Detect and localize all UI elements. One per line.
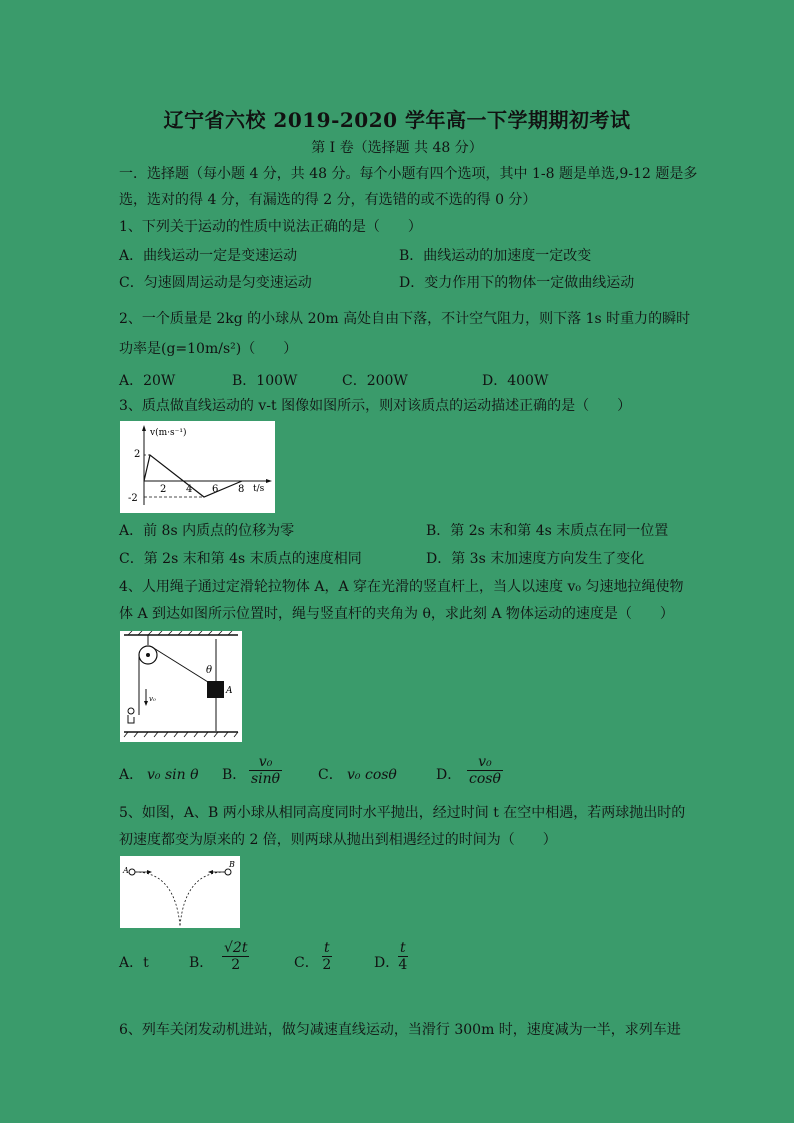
vt-curve <box>144 455 245 497</box>
q4-option-d-numerator: v₀ <box>478 754 492 770</box>
q5-stem-line-2: 初速度都变为原来的 2 倍，则两球从抛出到相遇经过的时间为（ ） <box>119 832 557 848</box>
velocity-arrowhead <box>144 701 148 706</box>
page-title: 辽宁省六校 2019-2020 学年高一下学期期初考试 <box>163 108 631 132</box>
q3-stem: 3、质点做直线运动的 v-t 图像如图所示，则对该质点的运动描述正确的是（ ） <box>119 398 632 414</box>
q2-stem-line-2: 功率是(g=10m/s²)（ ） <box>119 341 298 357</box>
q1-option-d: D．变力作用下的物体一定做曲线运动 <box>399 275 635 291</box>
q3-option-d: D．第 3s 末加速度方向发生了变化 <box>426 551 645 567</box>
q5-option-d-numerator: t <box>400 940 406 956</box>
q1-option-a: A．曲线运动一定是变速运动 <box>119 248 298 264</box>
pulley-figure-svg <box>120 631 242 742</box>
x-tick-8: 8 <box>238 484 245 495</box>
y-tick-2: 2 <box>134 449 141 460</box>
q2-option-d: D．400W <box>482 373 549 389</box>
q6-stem-line-1: 6、列车关闭发动机进站，做匀减速直线运动，当滑行 300m 时，速度减为一半，求列车进 <box>119 1022 681 1038</box>
y-axis-label: v(m·s⁻¹) <box>150 428 187 438</box>
q4-option-d-fraction <box>467 754 503 787</box>
q3-option-b: B．第 2s 末和第 4s 末质点在同一位置 <box>426 523 669 539</box>
q4-option-b-fraction <box>249 754 282 787</box>
x-axis-label: t/s <box>253 484 265 494</box>
person-head <box>128 708 134 714</box>
person-body <box>128 715 134 723</box>
q4-stem-line-1: 4、人用绳子通过定滑轮拉物体 A，A 穿在光滑的竖直杆上，当人以速度 v₀ 匀速地拉绳使物 <box>119 579 684 595</box>
q4-stem-line-2: 体 A 到达如图所示位置时，绳与竖直杆的夹角为 θ，求此刻 A 物体运动的速度是（ ） <box>119 606 674 622</box>
x-axis-arrow <box>266 479 272 483</box>
q3-option-a: A．前 8s 内质点的位移为零 <box>119 523 295 539</box>
q4-pulley-figure <box>120 631 242 742</box>
q5-option-c-denominator: 2 <box>322 957 332 973</box>
q4-option-d-prefix: D． <box>436 767 462 783</box>
instructions-line-1: 一．选择题（每小题 4 分，共 48 分。每个小题有四个选项，其中 1-8 题是单选,9-12 题是多 <box>119 166 698 182</box>
q5-option-c-prefix: C． <box>294 955 319 971</box>
trajectory-b <box>180 872 225 926</box>
x-tick-4: 4 <box>186 484 193 495</box>
q5-stem-line-1: 5、如图，A、B 两小球从相同高度同时水平抛出，经过时间 t 在空中相遇，若两球抛出时的 <box>119 805 686 821</box>
q5-option-b-fraction <box>222 940 249 973</box>
q4-option-b-numerator: v₀ <box>258 754 273 770</box>
q2-option-b: B．100W <box>232 373 298 389</box>
ball-b <box>225 869 231 875</box>
q3-vt-graph <box>120 421 275 513</box>
q4-option-a-prefix: A． <box>119 767 144 783</box>
q3-option-c: C．第 2s 末和第 4s 末质点的速度相同 <box>119 551 362 567</box>
projectile-figure-svg <box>120 856 240 928</box>
q5-option-c-numerator: t <box>324 940 330 956</box>
y-axis-arrow <box>142 425 146 431</box>
ball-a-label: A <box>123 866 129 875</box>
q5-option-a: A．t <box>119 955 149 971</box>
theta-label: θ <box>206 665 213 676</box>
q5-option-b-numerator: √2t <box>224 940 248 956</box>
ball-a <box>129 869 135 875</box>
q4-option-c-prefix: C． <box>318 767 343 783</box>
q2-stem-line-1: 2、一个质量是 2kg 的小球从 20m 高处自由下落，不计空气阻力，则下落 1s 时重力的瞬时 <box>119 311 691 327</box>
ball-b-label: B <box>229 860 235 869</box>
pulley-axle <box>146 653 150 657</box>
q5-projectile-figure <box>120 856 240 928</box>
instructions-line-2: 选，选对的得 4 分，有漏选的得 2 分，有选错的或不选的得 0 分） <box>119 192 537 208</box>
q4-option-c-expr: v₀ cosθ <box>347 767 397 783</box>
block-a-label: A <box>226 686 233 696</box>
q5-option-d-denominator: 4 <box>398 957 408 973</box>
q4-option-b-denominator: sinθ <box>251 771 281 787</box>
q4-option-d-denominator: cosθ <box>469 771 501 787</box>
block-a <box>207 681 224 698</box>
vt-graph-svg <box>120 421 275 513</box>
q2-option-a: A．20W <box>119 373 176 389</box>
q2-option-c: C．200W <box>342 373 408 389</box>
q5-option-d-prefix: D． <box>374 955 400 971</box>
q5-option-c-fraction <box>322 940 332 973</box>
q4-option-b-prefix: B． <box>222 767 247 783</box>
trajectory-a <box>135 872 180 926</box>
y-tick-neg2: -2 <box>128 493 138 504</box>
velocity-label: v₀ <box>149 695 156 703</box>
x-tick-6: 6 <box>212 484 219 495</box>
q4-option-a-expr: v₀ sin θ <box>147 767 199 783</box>
section-subtitle: 第 I 卷（选择题 共 48 分） <box>311 140 483 156</box>
q1-stem: 1、下列关于运动的性质中说法正确的是（ ） <box>119 219 422 235</box>
q1-option-b: B．曲线运动的加速度一定改变 <box>399 248 592 264</box>
q1-option-c: C．匀速圆周运动是匀变速运动 <box>119 275 312 291</box>
q5-option-b-prefix: B． <box>189 955 214 971</box>
q5-option-d-fraction <box>398 940 408 973</box>
x-tick-2: 2 <box>160 484 167 495</box>
q5-option-b-denominator: 2 <box>231 957 241 973</box>
